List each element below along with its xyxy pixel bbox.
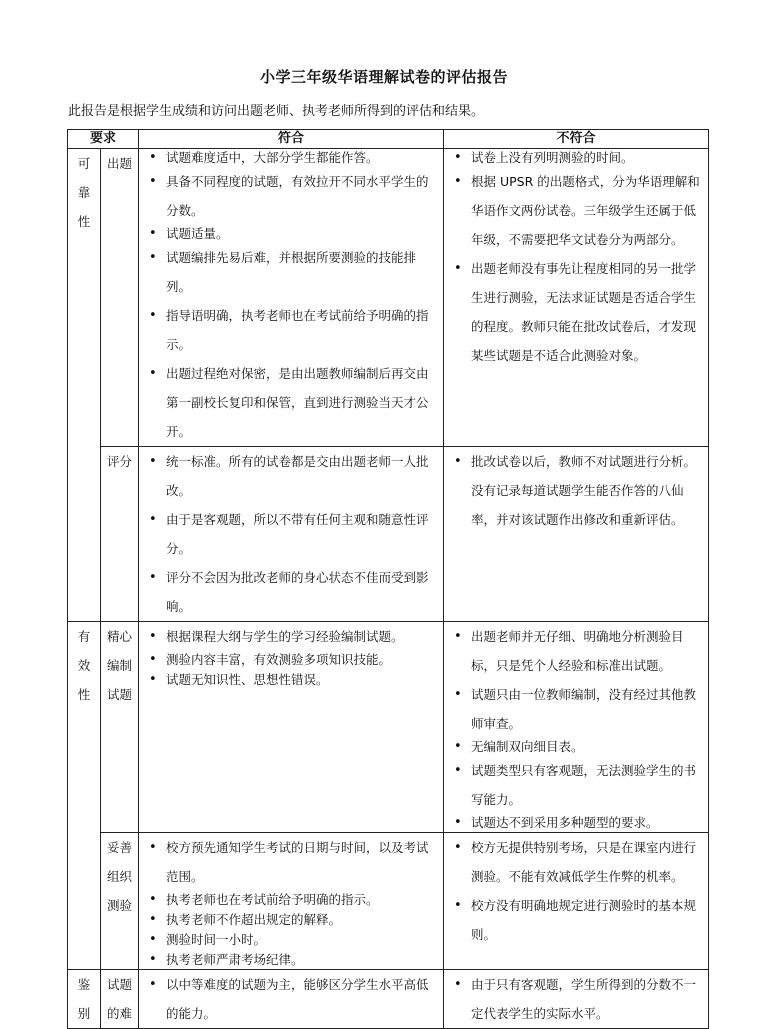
subitem-label: 试题 xyxy=(107,977,133,992)
list-item: • 由于是客观题，所以不带有任何主观和随意性评分。 xyxy=(139,505,439,563)
list-item: • 指导语明确，执考老师也在考试前给予明确的指示。 xyxy=(139,301,439,359)
nomatch-cell xyxy=(444,970,709,1029)
category-char: 有 xyxy=(77,629,91,644)
nomatch-list xyxy=(444,622,708,832)
subitem-cell xyxy=(101,833,139,970)
subitem-label: 精心 xyxy=(107,629,133,644)
subitem-cell xyxy=(101,149,139,447)
match-list xyxy=(139,833,443,969)
list-item: • 以中等难度的试题为主，能够区分学生水平高低的能力。 xyxy=(139,970,439,1028)
list-item: • 校方没有明确地规定进行测验时的基本规则。 xyxy=(444,891,704,949)
list-item: • 出题过程绝对保密，是由出题教师编制后再交由第一副校长复印和保管，直到进行测验当天才公开。 xyxy=(139,359,439,446)
subitem-label: 编制 xyxy=(107,658,133,673)
category-char: 靠 xyxy=(77,185,91,200)
list-item: • 试题只由一位教师编制，没有经过其他教师审查。 xyxy=(444,680,704,738)
subitem-cell xyxy=(101,970,139,1029)
list-item: • 测验时间一小时。 xyxy=(139,931,439,949)
table-row xyxy=(68,149,709,447)
nomatch-cell xyxy=(444,833,709,970)
nomatch-cell xyxy=(444,447,709,622)
table-row xyxy=(68,833,709,970)
nomatch-list xyxy=(444,970,708,1028)
match-cell xyxy=(139,833,444,970)
list-item: • 试题编排先易后难，并根据所要测验的技能排列。 xyxy=(139,243,439,301)
list-item: • 统一标准。所有的试卷都是交由出题老师一人批改。 xyxy=(139,447,439,505)
subitem-label: 测验 xyxy=(107,898,133,913)
category-char: 效 xyxy=(77,658,91,673)
subitem-label: 组织 xyxy=(107,869,133,884)
intro-paragraph: 此报告是根据学生成绩和访问出题老师、执考老师所得到的评估和结果。 xyxy=(68,104,485,119)
list-item: • 试题适量。 xyxy=(139,225,439,243)
subitem-label: 评分 xyxy=(107,454,133,469)
nomatch-cell xyxy=(444,622,709,833)
list-item: • 执考老师严肃考场纪律。 xyxy=(139,951,439,969)
header-nomatch: 不符合 xyxy=(444,130,709,149)
match-list xyxy=(139,622,443,689)
category-char: 别 xyxy=(77,1006,91,1021)
subitem-label: 的难 xyxy=(107,1006,133,1021)
nomatch-list xyxy=(444,149,708,370)
table-row xyxy=(68,447,709,622)
list-item: • 试卷上没有列明测验的时间。 xyxy=(444,149,704,167)
nomatch-list xyxy=(444,833,708,949)
list-item: • 批改试卷以后，教师不对试题进行分析。没有记录每道试题学生能否作答的八仙率，并对该试题作出修改和重新评估。 xyxy=(444,447,704,534)
list-item: • 试题无知识性、思想性错误。 xyxy=(139,671,439,689)
subitem-cell xyxy=(101,447,139,622)
nomatch-cell xyxy=(444,149,709,447)
category-char: 可 xyxy=(77,156,91,171)
subitem-label: 出题 xyxy=(107,156,133,171)
match-cell xyxy=(139,622,444,833)
match-list xyxy=(139,970,443,1028)
list-item: • 由于只有客观题，学生所得到的分数不一定代表学生的实际水平。 xyxy=(444,970,704,1028)
list-item: • 校方无提供特别考场，只是在课室内进行测验。不能有效减低学生作弊的机率。 xyxy=(444,833,704,891)
list-item: • 评分不会因为批改老师的身心状态不佳而受到影响。 xyxy=(139,563,439,621)
list-item: • 执考老师也在考试前给予明确的指示。 xyxy=(139,891,439,909)
match-cell xyxy=(139,447,444,622)
header-match: 符合 xyxy=(139,130,444,149)
list-item: • 根据课程大纲与学生的学习经验编制试题。 xyxy=(139,622,439,651)
list-item: • 无编制双向细目表。 xyxy=(444,738,704,756)
subitem-label: 妥善 xyxy=(107,840,133,855)
list-item: • 试题难度适中，大部分学生都能作答。 xyxy=(139,149,439,167)
category-reliability xyxy=(68,149,101,622)
list-item: • 执考老师不作超出规定的解释。 xyxy=(139,911,439,929)
category-validity xyxy=(68,622,101,970)
report-title: 小学三年级华语理解试卷的评估报告 xyxy=(259,68,508,86)
match-list xyxy=(139,447,443,621)
category-discrimination xyxy=(68,970,101,1029)
category-char: 鉴 xyxy=(77,977,91,992)
subitem-cell xyxy=(101,622,139,833)
subitem-label: 试题 xyxy=(107,687,133,702)
evaluation-table xyxy=(67,129,709,1029)
category-char: 性 xyxy=(77,214,91,229)
match-list xyxy=(139,149,443,446)
table-header-row xyxy=(68,130,709,149)
list-item: • 试题达不到采用多种题型的要求。 xyxy=(444,814,704,832)
table-row xyxy=(68,622,709,833)
match-cell xyxy=(139,149,444,447)
table-row xyxy=(68,970,709,1029)
list-item: • 具备不同程度的试题，有效拉开不同水平学生的分数。 xyxy=(139,167,439,225)
nomatch-list xyxy=(444,447,708,534)
list-item: • 出题老师并无仔细、明确地分析测验目标，只是凭个人经验和标准出试题。 xyxy=(444,622,704,680)
list-item: • 出题老师没有事先让程度相同的另一批学生进行测验，无法求证试题是否适合学生的程度。教师只能在批改试卷后，才发现某些试题是不适合此测验对象。 xyxy=(444,254,704,370)
match-cell xyxy=(139,970,444,1029)
list-item: • 根据 UPSR 的出题格式，分为华语理解和华语作文两份试卷。三年级学生还属于低年级，不需要把华文试卷分为两部分。 xyxy=(444,167,704,254)
list-item: • 校方预先通知学生考试的日期与时间，以及考试范围。 xyxy=(139,833,439,891)
list-item: • 测验内容丰富，有效测验多项知识技能。 xyxy=(139,651,439,669)
list-item: • 试题类型只有客观题，无法测验学生的书写能力。 xyxy=(444,756,704,814)
category-char: 性 xyxy=(77,687,91,702)
header-requirement: 要求 xyxy=(68,130,139,149)
